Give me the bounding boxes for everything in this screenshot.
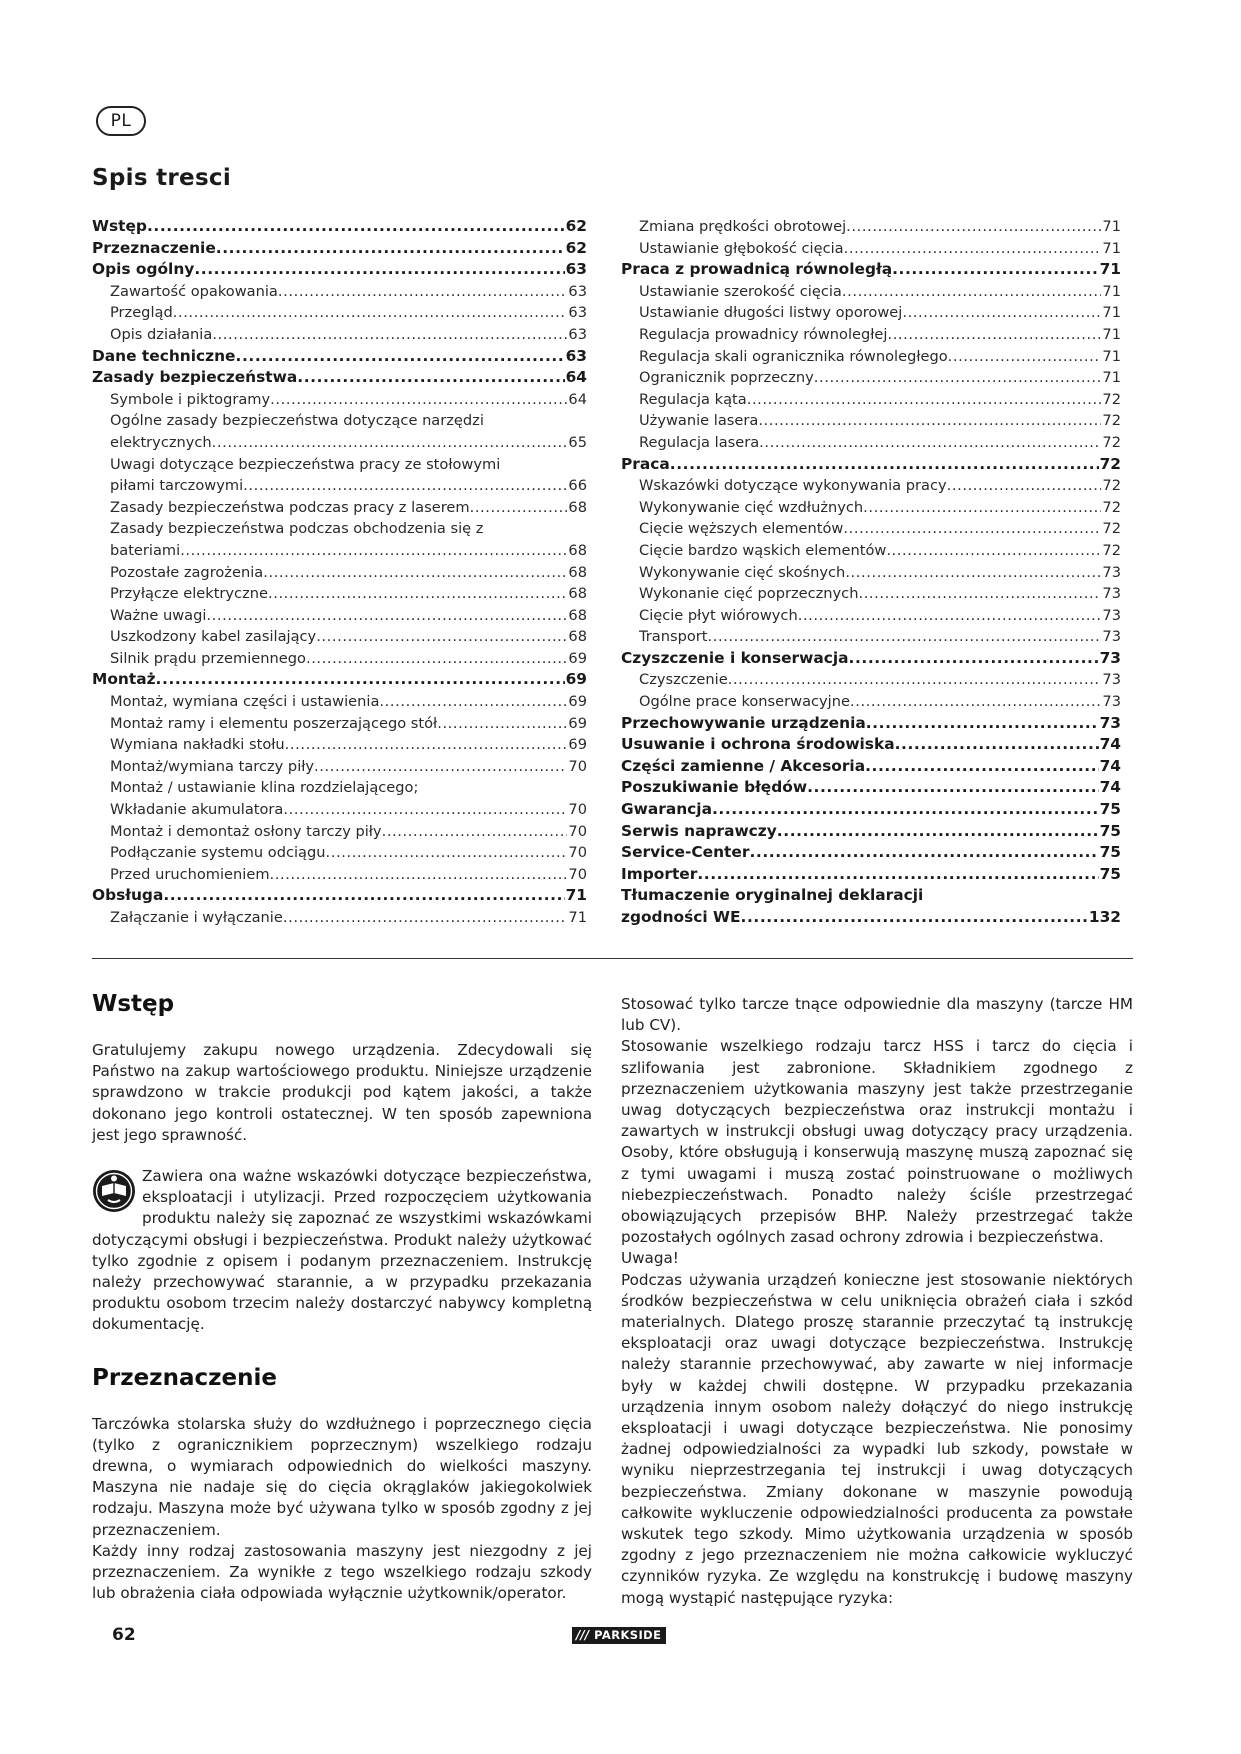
toc-entry-page: 71 — [568, 909, 587, 926]
toc-entry-title: Usuwanie i ochrona środowiska — [621, 735, 895, 754]
toc-entry-page: 73 — [1099, 648, 1121, 667]
toc-entry-page: 62 — [565, 238, 587, 257]
toc-dot-leader — [741, 907, 1088, 929]
toc-entry-page: 71 — [1102, 304, 1121, 322]
toc-entry-title: Używanie lasera — [639, 412, 759, 430]
toc-entry[interactable] — [621, 281, 1121, 303]
body-column-right — [621, 994, 1133, 1609]
toc-entry[interactable] — [92, 216, 587, 238]
toc-entry-title: Przeznaczenie — [92, 238, 216, 257]
toc-entry-title: Regulacja skali ogranicznika równoległego — [639, 347, 948, 365]
toc-entry-page: 72 — [1102, 520, 1121, 538]
toc-entry-title: Regulacja prowadnicy równoległej — [639, 325, 888, 343]
toc-entry-page: 71 — [1102, 218, 1121, 235]
toc-entry[interactable] — [92, 885, 587, 907]
toc-entry-title: Czyszczenie i konserwacja — [621, 648, 849, 667]
toc-entry[interactable] — [92, 842, 587, 864]
toc-entry-title: Importer — [621, 864, 698, 883]
toc-entry-title: Uwagi dotyczące bezpieczeństwa pracy ze stołowymi — [110, 455, 501, 473]
toc-entry-page: 63 — [568, 304, 587, 322]
toc-entry-page: 63 — [565, 260, 587, 279]
toc-entry-title: Ogólne prace konserwacyjne — [639, 693, 850, 711]
toc-dot-leader — [382, 821, 568, 843]
toc-entry[interactable] — [92, 302, 587, 324]
toc-entry-page: 70 — [568, 844, 587, 862]
toc-entry-page: 72 — [1102, 412, 1121, 430]
toc-dot-leader — [212, 432, 568, 454]
toc-entry-page: 73 — [1102, 606, 1121, 624]
toc-entry-page: 71 — [1102, 325, 1121, 343]
toc-entry-page: 62 — [565, 217, 587, 235]
toc-entry[interactable] — [621, 259, 1121, 281]
toc-entry-title: Serwis naprawczy — [621, 821, 777, 840]
toc-dot-leader — [886, 540, 1101, 562]
toc-entry[interactable] — [621, 864, 1121, 886]
toc-entry-page: 68 — [568, 541, 587, 559]
toc-dot-leader — [268, 583, 567, 605]
toc-dot-leader — [728, 669, 1102, 691]
toc-entry-page: 72 — [1102, 541, 1121, 559]
toc-dot-leader — [887, 324, 1101, 346]
toc-entry-title: Uszkodzony kabel zasilający — [110, 628, 317, 646]
right-paragraph-1: Stosować tylko tarcze tnące odpowiednie dla maszyny (tarcze HM lub CV). — [621, 995, 1133, 1035]
toc-entry[interactable] — [92, 777, 587, 799]
toc-entry[interactable] — [92, 540, 587, 562]
toc-entry[interactable] — [621, 389, 1121, 411]
toc-entry[interactable] — [621, 216, 1121, 238]
toc-dot-leader — [759, 432, 1101, 454]
toc-entry-title: Ustawianie głębokość cięcia — [639, 239, 844, 257]
toc-entry-title: Wymiana nakładki stołu — [110, 736, 285, 754]
toc-entry[interactable] — [92, 734, 587, 756]
logo-slashes: /// — [576, 1628, 590, 1642]
toc-dot-leader — [670, 454, 1099, 476]
toc-entry-title: Montaż/wymiana tarczy piły — [110, 757, 315, 775]
toc-dot-leader — [844, 238, 1102, 260]
toc-entry-page: 70 — [568, 822, 587, 840]
toc-entry[interactable] — [621, 497, 1121, 519]
page-number: 62 — [112, 1625, 136, 1645]
right-paragraph-2: Stosowanie wszelkiego rodzaju tarcz HSS i tarcz do cięcia i szlifowania jest zabronione. Składnikiem zgodnego z przeznaczeniem użytkowania maszyny jest także przestrzeganie uwag dotyczących bezpieczeństwa oraz instrukcji montażu i zawartych w instrukcji obsługi uwag dotyczący pracy urządzenia. Osoby, które obsługują i konserwują maszynę muszą zapoznać się z tymi uwagami i muszą zostać poinstruowane o możliwych niebezpieczeństwach. Ponadto należy ściśle przestrzegać obowiązujących przepisów BHP. Należy przestrzegać także pozostałych ogólnych zasad ochrony zdrowia i bezpieczeństwa. — [621, 1037, 1133, 1247]
toc-entry[interactable] — [621, 756, 1121, 778]
toc-entry[interactable] — [92, 518, 587, 540]
toc-entry-title: Montaż — [92, 670, 156, 689]
toc-entry-title: Pozostałe zagrożenia — [110, 563, 264, 581]
toc-entry-title: Cięcie bardzo wąskich elementów — [639, 541, 887, 559]
toc-entry-title: Silnik prądu przemiennego — [110, 649, 306, 667]
toc-entry-page: 63 — [568, 325, 587, 343]
toc-entry-title: Wykonywanie cięć wzdłużnych — [639, 498, 864, 516]
toc-entry-page: 63 — [568, 282, 587, 300]
toc-entry[interactable] — [92, 756, 587, 778]
toc-dot-leader — [278, 281, 568, 303]
toc-dot-leader — [156, 669, 565, 691]
toc-entry[interactable] — [621, 691, 1121, 713]
toc-entry-title: Części zamienne / Akcesoria — [621, 756, 866, 775]
toc-entry[interactable] — [621, 540, 1121, 562]
toc-dot-leader — [470, 497, 568, 519]
toc-entry-title: Ustawianie szerokość cięcia — [639, 282, 842, 300]
toc-entry-page: 69 — [568, 649, 587, 667]
toc-dot-leader — [845, 562, 1101, 584]
toc-entry[interactable] — [92, 389, 587, 411]
toc-dot-leader — [947, 475, 1102, 497]
toc-dot-leader — [846, 216, 1101, 238]
toc-dot-leader — [283, 907, 568, 929]
toc-entry[interactable] — [621, 777, 1121, 799]
toc-entry-page: 75 — [1099, 864, 1121, 883]
toc-entry-page: 72 — [1102, 477, 1121, 495]
toc-entry-page: 73 — [1102, 693, 1121, 711]
toc-entry-title: Wykonywanie cięć skośnych — [639, 563, 846, 581]
toc-entry-title: Transport — [639, 628, 708, 646]
toc-entry-page: 73 — [1102, 671, 1121, 689]
toc-entry[interactable] — [92, 864, 587, 886]
toc-dot-leader — [236, 346, 565, 368]
toc-entry[interactable] — [92, 669, 587, 691]
toc-entry-title: Obsługa — [92, 886, 164, 905]
toc-dot-leader — [842, 281, 1102, 303]
section-divider — [92, 958, 1133, 959]
toc-dot-leader — [306, 648, 567, 670]
toc-entry[interactable] — [621, 302, 1121, 324]
toc-entry-page: 68 — [568, 606, 587, 624]
toc-dot-leader — [866, 713, 1099, 735]
body-column-left — [92, 990, 592, 1604]
toc-entry[interactable] — [621, 713, 1121, 735]
toc-entry[interactable] — [621, 346, 1121, 368]
toc-entry[interactable] — [92, 346, 587, 368]
right-paragraph-3: Uwaga! — [621, 1249, 679, 1268]
toc-entry[interactable] — [92, 691, 587, 713]
toc-entry-title: Ogranicznik poprzeczny — [639, 369, 814, 387]
toc-entry-page: 68 — [568, 628, 587, 646]
toc-entry-title: Ustawianie długości listwy oporowej — [639, 304, 903, 322]
toc-entry-page: 72 — [1099, 454, 1121, 473]
toc-entry-title: Ważne uwagi — [110, 606, 207, 624]
toc-entry-title: Montaż, wymiana części i ustawienia — [110, 693, 380, 711]
toc-dot-leader — [206, 605, 567, 627]
toc-entry-page: 71 — [1102, 282, 1121, 300]
toc-entry-page: 64 — [568, 390, 587, 408]
toc-entry-page: 68 — [568, 563, 587, 581]
toc-entry-page: 72 — [1102, 433, 1121, 451]
toc-entry-title: Zasady bezpieczeństwa podczas obchodzenia się z — [110, 520, 484, 538]
toc-entry[interactable] — [621, 605, 1121, 627]
toc-entry[interactable] — [621, 475, 1121, 497]
toc-entry-title: Podłączanie systemu odciągu — [110, 844, 326, 862]
toc-entry-title: Opis działania — [110, 325, 213, 343]
toc-entry[interactable] — [92, 281, 587, 303]
toc-entry-title: Montaż ramy i elementu poszerzającego stół — [110, 714, 438, 732]
toc-entry-title: Montaż i demontaż osłony tarczy piły — [110, 822, 382, 840]
toc-dot-leader — [892, 259, 1098, 281]
toc-entry-page: 69 — [565, 670, 587, 689]
toc-entry[interactable] — [621, 907, 1121, 929]
toc-dot-leader — [749, 842, 1098, 864]
toc-entry-page: 71 — [1102, 239, 1121, 257]
toc-entry-title: Przyłącze elektryczne — [110, 585, 268, 603]
toc-dot-leader — [747, 389, 1102, 411]
toc-dot-leader — [807, 777, 1099, 799]
toc-entry-page: 71 — [1099, 260, 1121, 279]
toc-entry[interactable] — [621, 799, 1121, 821]
toc-entry-page: 74 — [1099, 778, 1121, 797]
toc-entry[interactable] — [621, 734, 1121, 756]
toc-entry-title: Zasady bezpieczeństwa podczas pracy z laserem — [110, 498, 470, 516]
toc-entry-page: 64 — [565, 368, 587, 387]
toc-entry[interactable] — [92, 432, 587, 454]
toc-entry-title: Montaż / ustawianie klina rozdzielającego; — [110, 779, 419, 797]
toc-entry-title: Przed uruchomieniem — [110, 865, 270, 883]
toc-dot-leader — [379, 691, 567, 713]
toc-entry[interactable] — [621, 238, 1121, 260]
toc-entry[interactable] — [92, 799, 587, 821]
toc-entry-page: 69 — [568, 736, 587, 754]
toc-dot-leader — [297, 367, 564, 389]
toc-entry-title: Ogólne zasady bezpieczeństwa dotyczące narzędzi — [110, 412, 484, 430]
toc-entry[interactable] — [621, 669, 1121, 691]
toc-dot-leader — [285, 734, 568, 756]
toc-dot-leader — [314, 756, 567, 778]
toc-entry[interactable] — [621, 562, 1121, 584]
toc-entry[interactable] — [621, 648, 1121, 670]
toc-dot-leader — [858, 583, 1101, 605]
toc-column-right — [621, 216, 1121, 929]
toc-entry-title: Opis ogólny — [92, 260, 195, 279]
toc-entry[interactable] — [621, 410, 1121, 432]
toc-entry-title: Tłumaczenie oryginalnej deklaracji — [621, 886, 924, 905]
toc-entry[interactable] — [92, 238, 587, 260]
toc-dot-leader — [902, 302, 1101, 324]
toc-entry-title: Wskazówki dotyczące wykonywania pracy — [639, 477, 947, 495]
parkside-logo — [572, 1627, 666, 1644]
toc-entry[interactable] — [92, 648, 587, 670]
toc-entry-title: Przegląd — [110, 304, 173, 322]
toc-dot-leader — [263, 562, 567, 584]
toc-entry-page: 73 — [1102, 585, 1121, 603]
toc-title: Spis tresci — [92, 165, 232, 191]
toc-dot-leader — [212, 324, 567, 346]
intro-paragraph: Gratulujemy zakupu nowego urządzenia. Zdecydowali się Państwo na zakup wartościowego produktu. Niniejsze urządzenie sprawdzono w trakcie produkcji pod kątem jakości, a także dokonano jego kontroli ostatecznej. W ten sposób zapewniona jest jego sprawność. — [92, 1041, 592, 1144]
toc-dot-leader — [850, 691, 1101, 713]
toc-entry[interactable] — [621, 367, 1121, 389]
toc-dot-leader — [243, 475, 567, 497]
toc-dot-leader — [865, 756, 1098, 778]
toc-entry-title: bateriami — [110, 541, 181, 559]
toc-entry[interactable] — [92, 410, 587, 432]
toc-dot-leader — [712, 799, 1099, 821]
toc-entry-page: 71 — [565, 886, 587, 905]
toc-entry-page: 69 — [568, 714, 587, 732]
toc-entry[interactable] — [621, 842, 1121, 864]
toc-entry-title: Wykonanie cięć poprzecznych — [639, 585, 859, 603]
toc-entry-page: 71 — [1102, 347, 1121, 365]
toc-entry-title: Praca — [621, 454, 670, 473]
toc-entry-title: Zmiana prędkości obrotowej — [639, 218, 847, 235]
toc-entry[interactable] — [92, 562, 587, 584]
toc-entry[interactable] — [92, 259, 587, 281]
toc-entry[interactable] — [92, 626, 587, 648]
toc-dot-leader — [814, 367, 1102, 389]
purpose-paragraph-1: Tarczówka stolarska służy do wzdłużnego i poprzecznego cięcia (tylko z ogranicznikiem poprzecznym) wszelkiego rodzaju drewna, o wymiarach odpowiednich do wielkości maszyny. Maszyna nie nadaje się do cięcia okrąglaków jakiegokolwiek rodzaju. Maszyna może być używana tylko w sposób zgodny z jej przeznaczeniem. — [92, 1414, 592, 1539]
toc-entry-page: 70 — [568, 865, 587, 883]
toc-entry-title: elektrycznych — [110, 433, 212, 451]
toc-entry-page: 69 — [568, 693, 587, 711]
logo-brand: PARKSIDE — [594, 1628, 662, 1642]
toc-entry[interactable] — [92, 475, 587, 497]
toc-dot-leader — [777, 821, 1099, 843]
toc-entry-page: 74 — [1099, 756, 1121, 775]
toc-dot-leader — [326, 842, 568, 864]
toc-entry-title: Czyszczenie — [639, 671, 728, 689]
toc-dot-leader — [863, 497, 1101, 519]
toc-entry[interactable] — [621, 324, 1121, 346]
toc-entry[interactable] — [621, 432, 1121, 454]
toc-entry-page: 71 — [1102, 369, 1121, 387]
toc-dot-leader — [283, 799, 567, 821]
toc-dot-leader — [216, 238, 565, 260]
toc-dot-leader — [697, 864, 1098, 886]
toc-entry-page: 66 — [568, 477, 587, 495]
toc-dot-leader — [163, 885, 564, 907]
section-title-intro: Wstęp — [92, 991, 175, 1017]
toc-entry-title: piłami tarczowymi — [110, 477, 244, 495]
right-paragraph-4: Podczas używania urządzeń konieczne jest stosowanie niektórych środków bezpieczeństwa w celu uniknięcia obrażeń ciała i szkód materialnych. Dlatego proszę starannie przeczytać tą instrukcję eksploatacji oraz uwagi dotyczące bezpieczeństwa. Instrukcję należy starannie przechowywać, aby zawarte w niej informacje były w każdej chwili dostępne. W przypadku przekazania urządzenia innym osobom należy dołączyć do niego instrukcję eksploatacji i uwagi dotyczące bezpieczeństwa. Nie ponosimy żadnej odpowiedzialności za wypadki lub szkody, powstałe w wyniku nieprzestrzegania tej instrukcji i uwag dotyczących bezpieczeństwa. Zmiany dokonane w maszynie powodują całkowite wykluczenie odpowiedzialności producenta za powstałe wskutek tego szkody. Mimo użytkowania urządzenia w sposób zgodny z jego przeznaczeniem nie można całkowicie wykluczyć czynników ryzyka. Ze względu na konstrukcję i budowę maszyny mogą wystąpić następujące ryzyka: — [621, 1270, 1133, 1607]
toc-dot-leader — [948, 346, 1102, 368]
toc-entry-page: 75 — [1099, 821, 1121, 840]
toc-entry-page: 70 — [568, 801, 587, 819]
toc-dot-leader — [270, 864, 568, 886]
toc-dot-leader — [147, 216, 565, 238]
toc-entry[interactable] — [92, 821, 587, 843]
toc-entry-title: Dane techniczne — [92, 346, 236, 365]
toc-entry-page: 72 — [1102, 390, 1121, 408]
manual-notice-text: Zawiera ona ważne wskazówki dotyczące bezpieczeństwa, eksploatacji i utylizacji. Przed rozpoczęciem użytkowania produktu należy się zapoznać ze wszystkimi wskazówkami dotyczącymi obsługi i bezpieczeństwa. Produkt należy użytkować tylko zgodnie z opisem i podanym przeznaczeniem. Instrukcję należy przechowywać starannie, a w przypadku przekazania produktu osobom trzecim należy dostarczyć nabywcy kompletną dokumentację. — [92, 1167, 592, 1334]
toc-dot-leader — [270, 389, 567, 411]
toc-dot-leader — [849, 648, 1099, 670]
toc-entry-page: 68 — [568, 585, 587, 603]
toc-entry-title: Wkładanie akumulatora — [110, 801, 284, 819]
toc-entry[interactable] — [92, 454, 587, 476]
toc-entry-title: Zawartość opakowania — [110, 282, 278, 300]
toc-entry-title: zgodności WE — [621, 908, 741, 926]
manual-notice-block — [92, 1166, 592, 1336]
toc-entry-page: 73 — [1102, 628, 1121, 646]
read-manual-icon — [92, 1169, 136, 1213]
purpose-paragraph-2: Każdy inny rodzaj zastosowania maszyny jest niezgodny z jej przeznaczeniem. Za wynikłe z tego wszelkiego rodzaju szkody lub obrażenia ciała odpowiada wyłącznie użytkownik/operator. — [92, 1541, 592, 1603]
toc-dot-leader — [798, 605, 1102, 627]
toc-entry[interactable] — [92, 605, 587, 627]
toc-entry[interactable] — [621, 626, 1121, 648]
section-title-purpose: Przeznaczenie — [92, 1364, 277, 1391]
toc-entry-title: Poszukiwanie błędów — [621, 778, 808, 797]
toc-entry-title: Regulacja lasera — [639, 433, 760, 451]
toc-entry[interactable] — [621, 518, 1121, 540]
toc-dot-leader — [180, 540, 567, 562]
toc-entry-title: Symbole i piktogramy — [110, 390, 271, 408]
toc-entry-page: 73 — [1102, 563, 1121, 581]
toc-entry-title: Gwarancja — [621, 800, 712, 819]
toc-entry-page: 75 — [1099, 843, 1121, 862]
toc-dot-leader — [758, 410, 1101, 432]
toc-dot-leader — [843, 518, 1101, 540]
toc-entry-title: Wstęp — [92, 217, 147, 235]
toc-entry-page: 72 — [1102, 498, 1121, 516]
toc-dot-leader — [194, 259, 564, 281]
toc-entry[interactable] — [621, 821, 1121, 843]
toc-entry[interactable] — [92, 583, 587, 605]
toc-entry-title: Załączanie i wyłączanie — [110, 909, 283, 926]
toc-entry-title: Cięcie płyt wiórowych — [639, 606, 798, 624]
toc-entry-page: 74 — [1099, 735, 1121, 754]
toc-entry-page: 132 — [1088, 908, 1121, 926]
toc-entry[interactable] — [621, 454, 1121, 476]
toc-entry-title: Regulacja kąta — [639, 390, 747, 408]
toc-dot-leader — [707, 626, 1101, 648]
toc-entry-title: Zasady bezpieczeństwa — [92, 368, 298, 387]
toc-dot-leader — [316, 626, 567, 648]
language-badge: PL — [96, 106, 146, 136]
toc-entry[interactable] — [621, 885, 1121, 907]
toc-entry[interactable] — [92, 324, 587, 346]
toc-entry[interactable] — [92, 713, 587, 735]
toc-entry-page: 75 — [1099, 800, 1121, 819]
toc-entry-title: Cięcie węższych elementów — [639, 520, 844, 538]
toc-entry-title: Service-Center — [621, 843, 750, 862]
toc-entry-page: 65 — [568, 433, 587, 451]
toc-entry[interactable] — [621, 583, 1121, 605]
toc-entry-title: Przechowywanie urządzenia — [621, 713, 866, 732]
toc-column-left — [92, 216, 587, 929]
toc-entry[interactable] — [92, 367, 587, 389]
toc-dot-leader — [895, 734, 1099, 756]
toc-dot-leader — [437, 713, 567, 735]
toc-entry[interactable] — [92, 907, 587, 929]
toc-dot-leader — [173, 302, 568, 324]
toc-entry-page: 63 — [565, 346, 587, 365]
toc-entry-page: 73 — [1099, 713, 1121, 732]
toc-entry-page: 70 — [568, 757, 587, 775]
toc-entry-title: Praca z prowadnicą równoległą — [621, 260, 893, 279]
toc-entry[interactable] — [92, 497, 587, 519]
toc-entry-page: 68 — [568, 498, 587, 516]
